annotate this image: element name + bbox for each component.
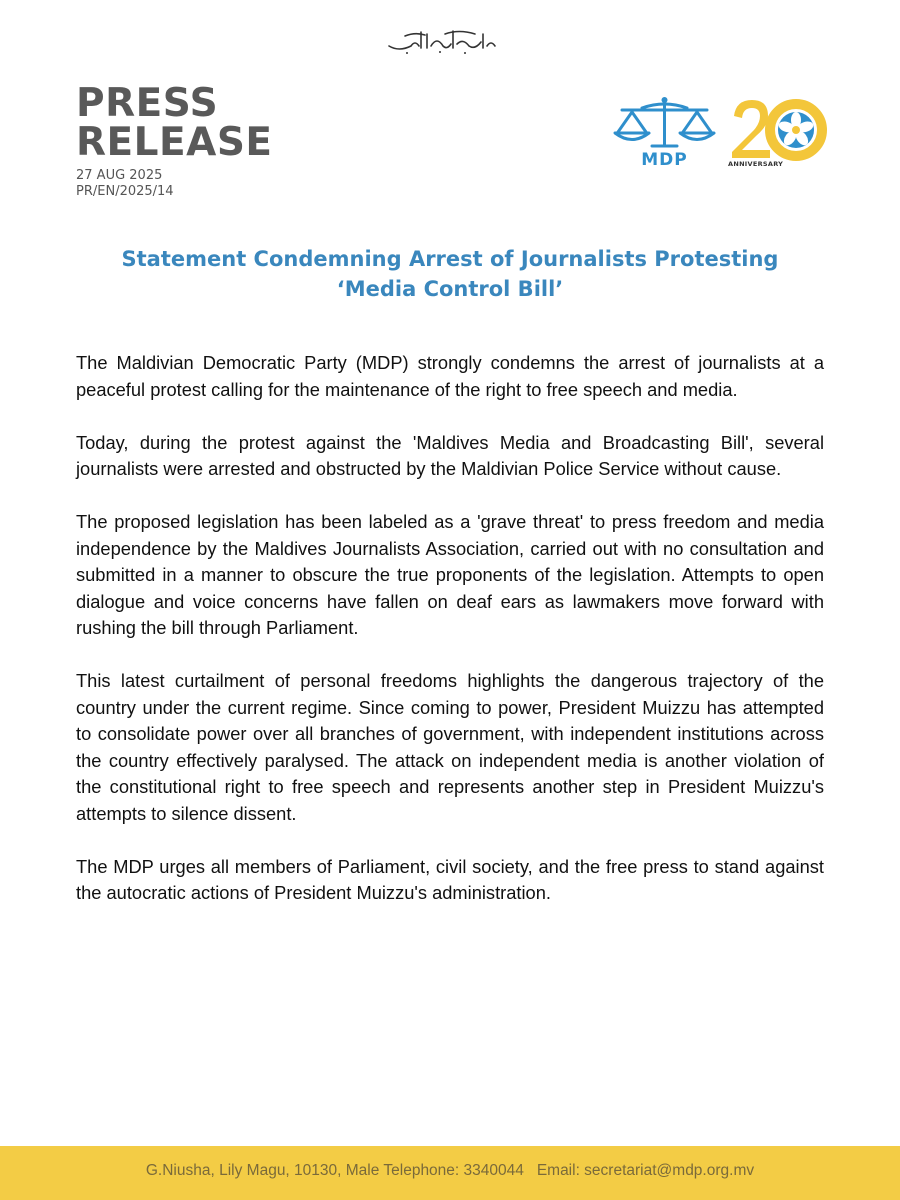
press-title-line1: PRESS [76, 81, 219, 126]
press-title-line2: RELEASE [76, 120, 273, 165]
body-paragraph-5: The MDP urges all members of Parliament, civil society, and the free press to stand against the autocratic actions of President Muizzu's administration. [76, 855, 824, 903]
body-paragraph-3: The proposed legislation has been labeled as a 'grave threat' to press freedom and media independence by the Maldives Journalists Association, carried out with no consultation and submitted in a manner to obscure the true proponents of the legislation. Attempts to open dialogue and voice concerns have fallen on deaf ears as lawmakers move forward with rushing the bill through Parliament. [76, 511, 824, 638]
body-paragraph-1: The Maldivian Democratic Party (MDP) strongly condemns the arrest of journalists at a peaceful protest calling for the maintenance of the right to free speech and media. [76, 352, 824, 400]
statement-title-line2: ‘Media Control Bill’ [336, 277, 564, 301]
footer-contact [0, 1162, 900, 1180]
statement-body [76, 350, 824, 933]
anniversary-label: ANNIVERSARY [728, 160, 784, 168]
body-paragraph-4: This latest curtailment of personal freedoms highlights the dangerous trajectory of the country under the current regime. Since coming to power, President Muizzu has attempted to consolidate power over all branches of government, with independent institutions across the country effectively paralysed. The attack on independent media is another violation of the constitutional right to free speech and represents another step in President Muizzu's attempts to silence dissent. [76, 670, 824, 824]
release-date: 27 AUG 2025 [76, 168, 163, 183]
statement-title-line1: Statement Condemning Arrest of Journalists Protesting [121, 247, 779, 271]
footer-address: G.Niusha, Lily Magu, 10130, Male Telephone: 3340044 [145, 1162, 524, 1179]
basmala-calligraphy-icon [385, 26, 497, 56]
footer-email: Email: secretariat@mdp.org.mv [536, 1162, 755, 1179]
footer-bar [0, 1146, 900, 1200]
body-paragraph-2: Today, during the protest against the 'Maldives Media and Broadcasting Bill', several journalists were arrested and obstructed by the Maldivian Police Service without cause. [76, 431, 824, 479]
statement-title [76, 244, 824, 304]
release-reference: PR/EN/2025/14 [76, 184, 174, 199]
press-release-title [76, 81, 273, 165]
mdp-logo-text: MDP [641, 150, 688, 170]
